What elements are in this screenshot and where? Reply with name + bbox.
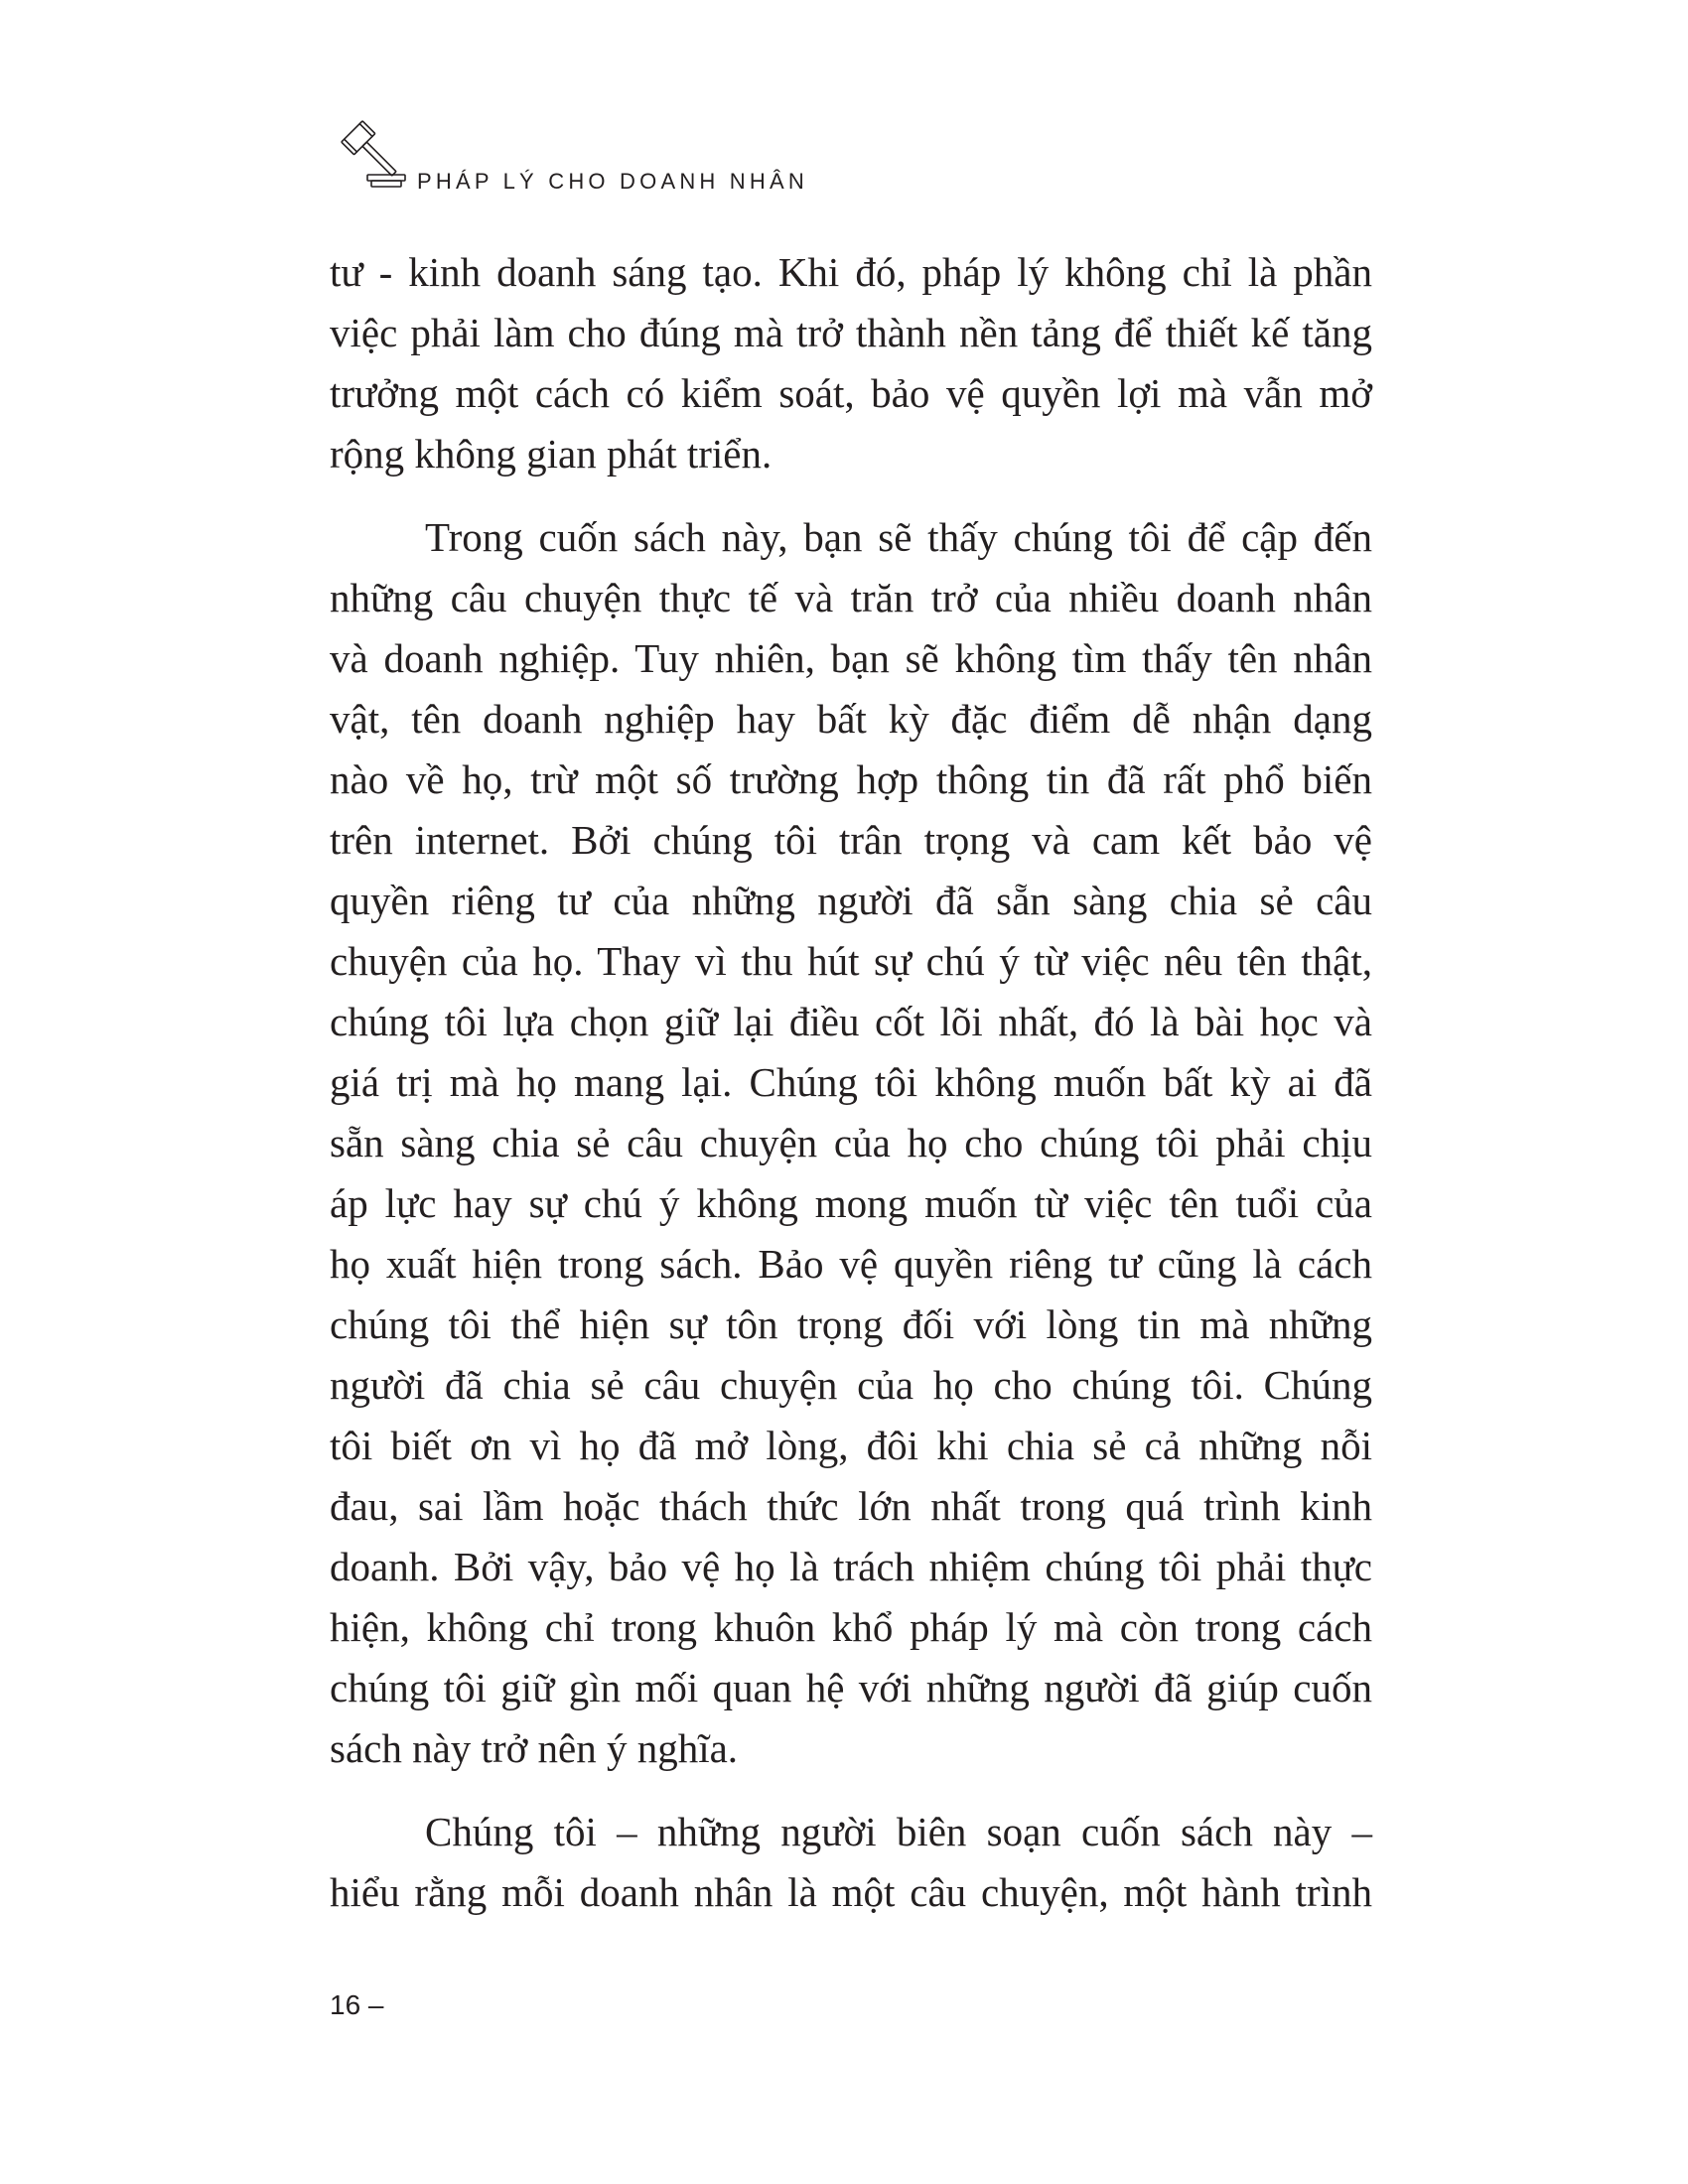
text-line: vật, tên doanh nghiệp hay bất kỳ đặc điểm dễ nhận dạng <box>330 696 1372 742</box>
text-line: sẵn sàng chia sẻ câu chuyện của họ cho chúng tôi phải chịu <box>330 1120 1372 1165</box>
text-line: giá trị mà họ mang lại. Chúng tôi không muốn bất kỳ ai đã <box>330 1059 1372 1105</box>
paragraph-3 <box>330 1802 1372 1923</box>
text-line: trên internet. Bởi chúng tôi trân trọng và cam kết bảo vệ <box>330 817 1372 863</box>
paragraph-1 <box>330 242 1372 484</box>
text-line: chúng tôi lựa chọn giữ lại điều cốt lõi nhất, đó là bài học và <box>330 999 1372 1044</box>
text-line: áp lực hay sự chú ý không mong muốn từ việc tên tuổi của <box>330 1180 1372 1226</box>
text-line: hiện, không chỉ trong khuôn khổ pháp lý mà còn trong cách <box>330 1604 1372 1650</box>
page-number: 16 – <box>330 1989 384 2020</box>
text-line: tư - kinh doanh sáng tạo. Khi đó, pháp lý không chỉ là phần <box>330 249 1372 295</box>
text-line: hiểu rằng mỗi doanh nhân là một câu chuyện, một hành trình <box>330 1869 1372 1915</box>
text-line: những câu chuyện thực tế và trăn trở của nhiều doanh nhân <box>330 575 1372 620</box>
paragraph-2 <box>330 507 1372 1779</box>
text-line: đau, sai lầm hoặc thách thức lớn nhất trong quá trình kinh <box>330 1483 1372 1529</box>
text-line: doanh. Bởi vậy, bảo vệ họ là trách nhiệm chúng tôi phải thực <box>330 1544 1372 1589</box>
running-header <box>328 117 923 197</box>
text-line: sách này trở nên ý nghĩa. <box>330 1725 739 1771</box>
text-line: chúng tôi giữ gìn mối quan hệ với những người đã giúp cuốn <box>330 1665 1372 1710</box>
gavel-icon <box>328 117 407 197</box>
text-line: rộng không gian phát triển. <box>330 431 773 477</box>
text-line: trưởng một cách có kiểm soát, bảo vệ quyền lợi mà vẫn mở <box>330 370 1372 416</box>
text-line: quyền riêng tư của những người đã sẵn sàng chia sẻ câu <box>330 878 1372 923</box>
text-line: chúng tôi thể hiện sự tôn trọng đối với lòng tin mà những <box>330 1301 1372 1347</box>
text-line: và doanh nghiệp. Tuy nhiên, bạn sẽ không tìm thấy tên nhân <box>330 635 1372 681</box>
text-line: Chúng tôi – những người biên soạn cuốn sách này – <box>425 1809 1372 1854</box>
text-line: người đã chia sẻ câu chuyện của họ cho chúng tôi. Chúng <box>330 1362 1372 1408</box>
text-line: Trong cuốn sách này, bạn sẽ thấy chúng tôi để cập đến <box>425 514 1372 560</box>
text-line: việc phải làm cho đúng mà trở thành nền tảng để thiết kế tăng <box>330 310 1372 355</box>
text-line: nào về họ, trừ một số trường hợp thông tin đã rất phổ biến <box>330 756 1372 802</box>
header-title: PHÁP LÝ CHO DOANH NHÂN <box>417 169 808 194</box>
body-text <box>330 242 1372 1923</box>
text-line: họ xuất hiện trong sách. Bảo vệ quyền riêng tư cũng là cách <box>330 1241 1372 1287</box>
text-line: chuyện của họ. Thay vì thu hút sự chú ý từ việc nêu tên thật, <box>330 938 1372 984</box>
text-line: tôi biết ơn vì họ đã mở lòng, đôi khi chia sẻ cả những nỗi <box>330 1423 1372 1468</box>
